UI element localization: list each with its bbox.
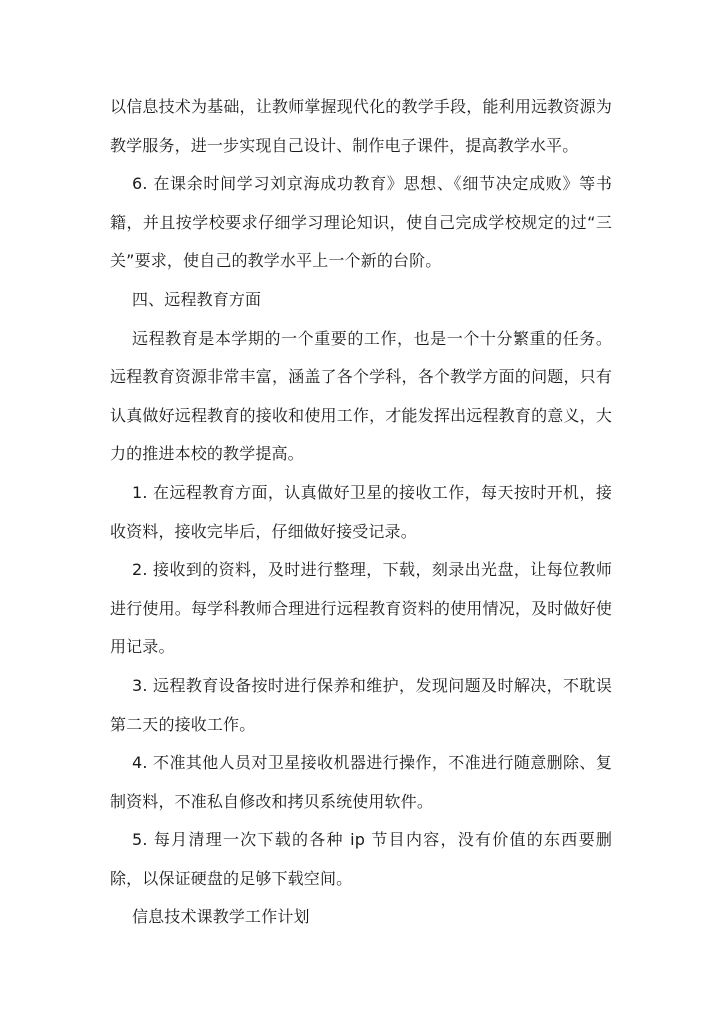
closing-title: 信息技术课教学工作计划 — [132, 907, 310, 927]
list-item-2: 2. 接收到的资料，及时进行整理，下载，刻录出光盘，让每位教师进行使用。每学科教师合理进行远程教育资料的使用情况，及时做好使用记录。 — [110, 560, 612, 657]
paragraph-1: 以信息技术为基础，让教师掌握现代化的教学手段，能利用远教资源为教学服务，进一步实现自己设计、制作电子课件，提高教学水平。 — [110, 97, 612, 155]
document-body — [110, 88, 612, 937]
section-heading: 四、远程教育方面 — [132, 289, 262, 309]
list-item-5: 5. 每月清理一次下载的各种 ip 节目内容，没有价值的东西要删除，以保证硬盘的足够下载空间。 — [110, 830, 612, 888]
paragraph-2: 6. 在课余时间学习刘京海成功教育》思想、《细节决定成败》等书籍，并且按学校要求仔细学习理论知识，使自己完成学校规定的过“三关”要求，使自己的教学水平上一个新的台阶。 — [110, 174, 612, 271]
list-item-3: 3. 远程教育设备按时进行保养和维护，发现问题及时解决，不耽误第二天的接收工作。 — [110, 675, 612, 734]
list-item-1: 1. 在远程教育方面，认真做好卫星的接收工作，每天按时开机，接收资料，接收完毕后，仔细做好接受记录。 — [110, 482, 612, 541]
paragraph-3: 远程教育是本学期的一个重要的工作，也是一个十分繁重的任务。远程教育资源非常丰富，涵盖了各个学科，各个教学方面的问题，只有认真做好远程教育的接收和使用工作，才能发挥出远程教育的意义，大力的推进本校的教学提高。 — [110, 328, 612, 464]
list-item-4: 4. 不准其他人员对卫星接收机器进行操作，不准进行随意删除、复制资料，不准私自修改和拷贝系统使用软件。 — [110, 753, 612, 811]
